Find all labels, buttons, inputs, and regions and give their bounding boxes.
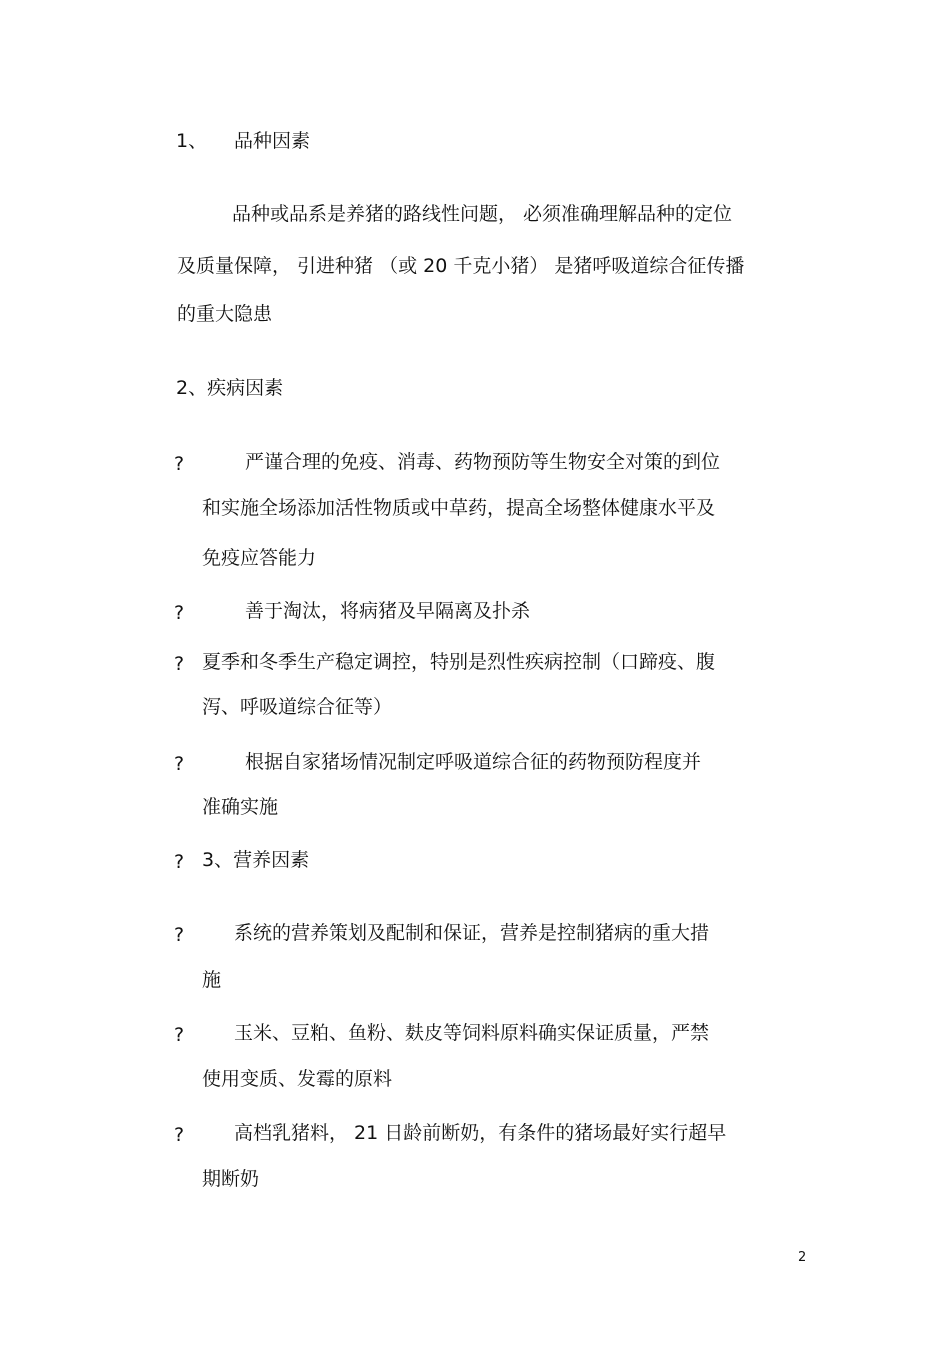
section1-paragraph-line3: 的重大隐患 bbox=[177, 303, 273, 325]
section3-item2-line2: 使用变质、发霉的原料 bbox=[202, 1068, 393, 1090]
section1-number: 1、 bbox=[176, 130, 208, 152]
section1-paragraph-line2: 及质量保障， 引进种猪 （或 20 千克小猪） 是猪呼吸道综合征传播 bbox=[177, 255, 745, 277]
section3-item3-line1: 高档乳猪料， 21 日龄前断奶，有条件的猪场最好实行超早 bbox=[234, 1122, 727, 1144]
bullet-marker: ? bbox=[174, 602, 185, 624]
section3-item3-line2: 期断奶 bbox=[202, 1168, 260, 1190]
section2-item3-line2: 泻、呼吸道综合征等） bbox=[202, 696, 393, 718]
bullet-marker: ? bbox=[174, 653, 185, 675]
section1-title: 品种因素 bbox=[234, 130, 311, 152]
page-number: 2 bbox=[798, 1250, 807, 1265]
section3-item1-line1: 系统的营养策划及配制和保证，营养是控制猪病的重大措 bbox=[234, 922, 710, 944]
section2-item2-line1: 善于淘汰，将病猪及早隔离及扑杀 bbox=[245, 600, 531, 622]
section2-heading: 2、疾病因素 bbox=[176, 377, 284, 399]
section2-item1-line2: 和实施全场添加活性物质或中草药，提高全场整体健康水平及 bbox=[202, 497, 716, 519]
section2-item3-line1: 夏季和冬季生产稳定调控，特别是烈性疾病控制（口蹄疫、腹 bbox=[202, 651, 716, 673]
bullet-marker: ? bbox=[174, 851, 185, 873]
bullet-marker: ? bbox=[174, 924, 185, 946]
section2-item1-line1: 严谨合理的免疫、消毒、药物预防等生物安全对策的到位 bbox=[245, 451, 721, 473]
bullet-marker: ? bbox=[174, 1024, 185, 1046]
section3-heading: 3、营养因素 bbox=[202, 849, 310, 871]
bullet-marker: ? bbox=[174, 453, 185, 475]
section3-item2-line1: 玉米、豆粕、鱼粉、麸皮等饲料原料确实保证质量，严禁 bbox=[234, 1022, 710, 1044]
bullet-marker: ? bbox=[174, 753, 185, 775]
section3-item1-line2: 施 bbox=[202, 969, 222, 991]
bullet-marker: ? bbox=[174, 1124, 185, 1146]
section1-paragraph-line1: 品种或品系是养猪的路线性问题， 必须准确理解品种的定位 bbox=[232, 203, 733, 225]
section2-item4-line1: 根据自家猪场情况制定呼吸道综合征的药物预防程度并 bbox=[245, 751, 702, 773]
section2-item4-line2: 准确实施 bbox=[202, 796, 279, 818]
section2-item1-line3: 免疫应答能力 bbox=[202, 547, 317, 569]
